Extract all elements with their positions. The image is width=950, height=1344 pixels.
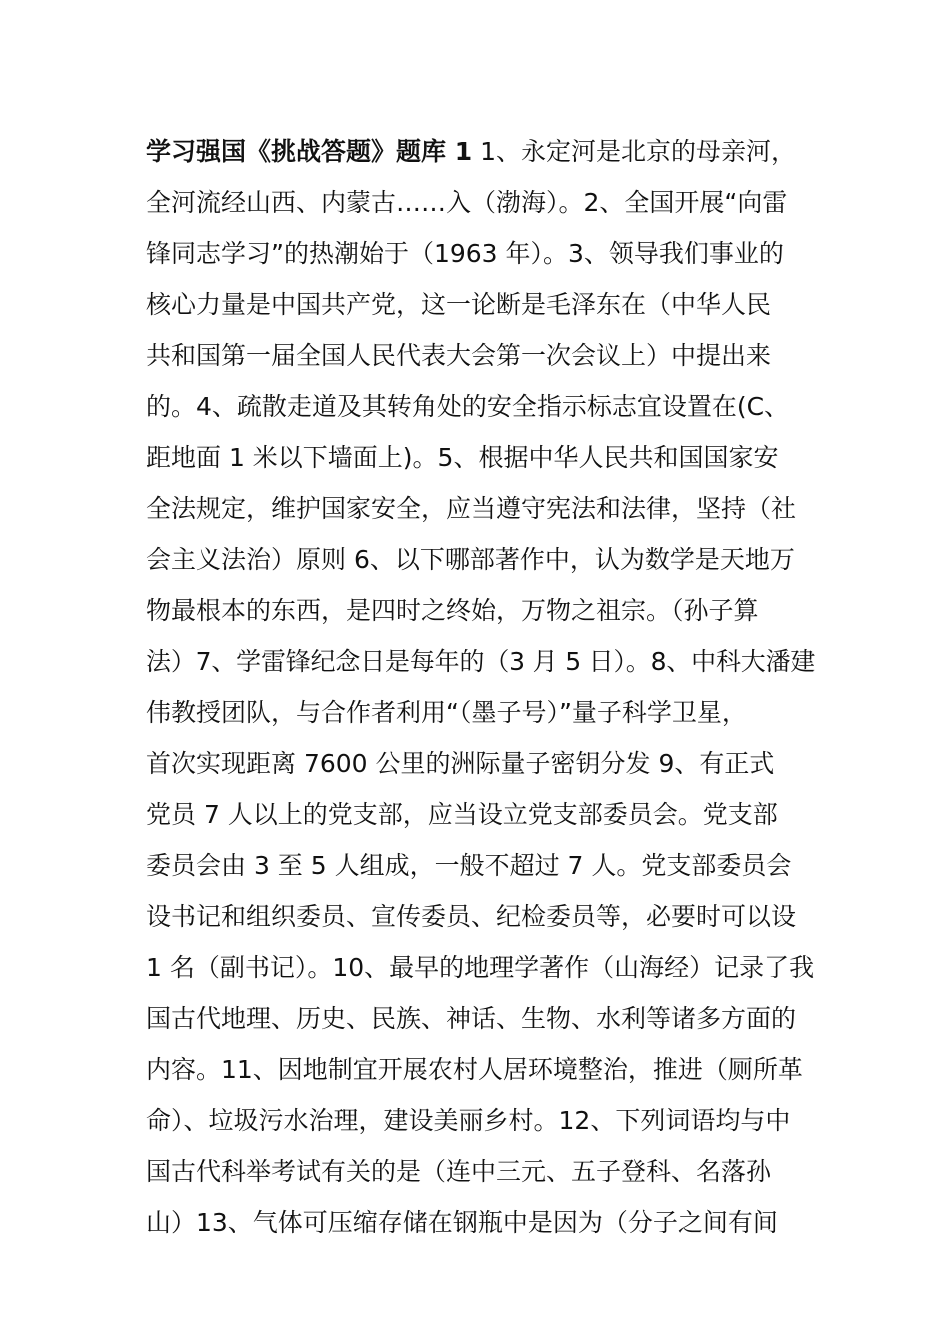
text-line-8: 全法规定，维护国家安全，应当遵守宪法和法律，坚持（社 bbox=[146, 494, 797, 523]
text-line-7: 距地面 1 米以下墙面上)。5、根据中华人民共和国国家安 bbox=[146, 443, 779, 472]
text-line-1 bbox=[146, 126, 816, 177]
text-line-13: 首次实现距离 7600 公里的洲际量子密钥分发 9、有正式 bbox=[146, 749, 775, 778]
document-body bbox=[146, 126, 816, 1248]
text-line-14: 党员 7 人以上的党支部，应当设立党支部委员会。党支部 bbox=[146, 800, 778, 829]
text-line-4: 核心力量是中国共产党，这一论断是毛泽东在（中华人民 bbox=[146, 290, 772, 319]
text-line-21: 国古代科举考试有关的是（连中三元、五子登科、名落孙 bbox=[146, 1157, 772, 1186]
text-line-20: 命）、垃圾污水治理，建设美丽乡村。12、下列词语均与中 bbox=[146, 1106, 791, 1135]
text-line-9: 会主义法治）原则 6、以下哪部著作中，认为数学是天地万 bbox=[146, 545, 795, 574]
text-line-3: 锋同志学习”的热潮始于（1963 年）。3、领导我们事业的 bbox=[146, 239, 784, 268]
text-line-18: 国古代地理、历史、民族、神话、生物、水利等诸多方面的 bbox=[146, 1004, 797, 1033]
text-line-11: 法）7、学雷锋纪念日是每年的（3 月 5 日）。8、中科大潘建 bbox=[146, 647, 816, 676]
text-line-17: 1 名（副书记）。10、最早的地理学著作（山海经）记录了我 bbox=[146, 953, 815, 982]
text-line-19: 内容。11、因地制宜开展农村人居环境整治，推进（厕所革 bbox=[146, 1055, 803, 1084]
text-line-12: 伟教授团队，与合作者利用“（墨子号）”量子科学卫星， bbox=[146, 698, 747, 727]
text-line-6: 的。4、疏散走道及其转角处的安全指示标志宜设置在(C、 bbox=[146, 392, 790, 421]
text-line-2: 全河流经山西、内蒙古……入（渤海）。2、全国开展“向雷 bbox=[146, 188, 788, 217]
document-title: 学习强国《挑战答题》题库 1 bbox=[146, 137, 473, 166]
text-line-16: 设书记和组织委员、宣传委员、纪检委员等，必要时可以设 bbox=[146, 902, 797, 931]
text-line-5: 共和国第一届全国人民代表大会第一次会议上）中提出来 bbox=[146, 341, 772, 370]
text-line-22: 山）13、气体可压缩存储在钢瓶中是因为（分子之间有间 bbox=[146, 1208, 778, 1237]
text-line-1-body: 1、永定河是北京的母亲河， bbox=[480, 137, 796, 166]
text-line-15: 委员会由 3 至 5 人组成，一般不超过 7 人。党支部委员会 bbox=[146, 851, 792, 880]
text-line-10: 物最根本的东西，是四时之终始，万物之祖宗。（孙子算 bbox=[146, 596, 759, 625]
